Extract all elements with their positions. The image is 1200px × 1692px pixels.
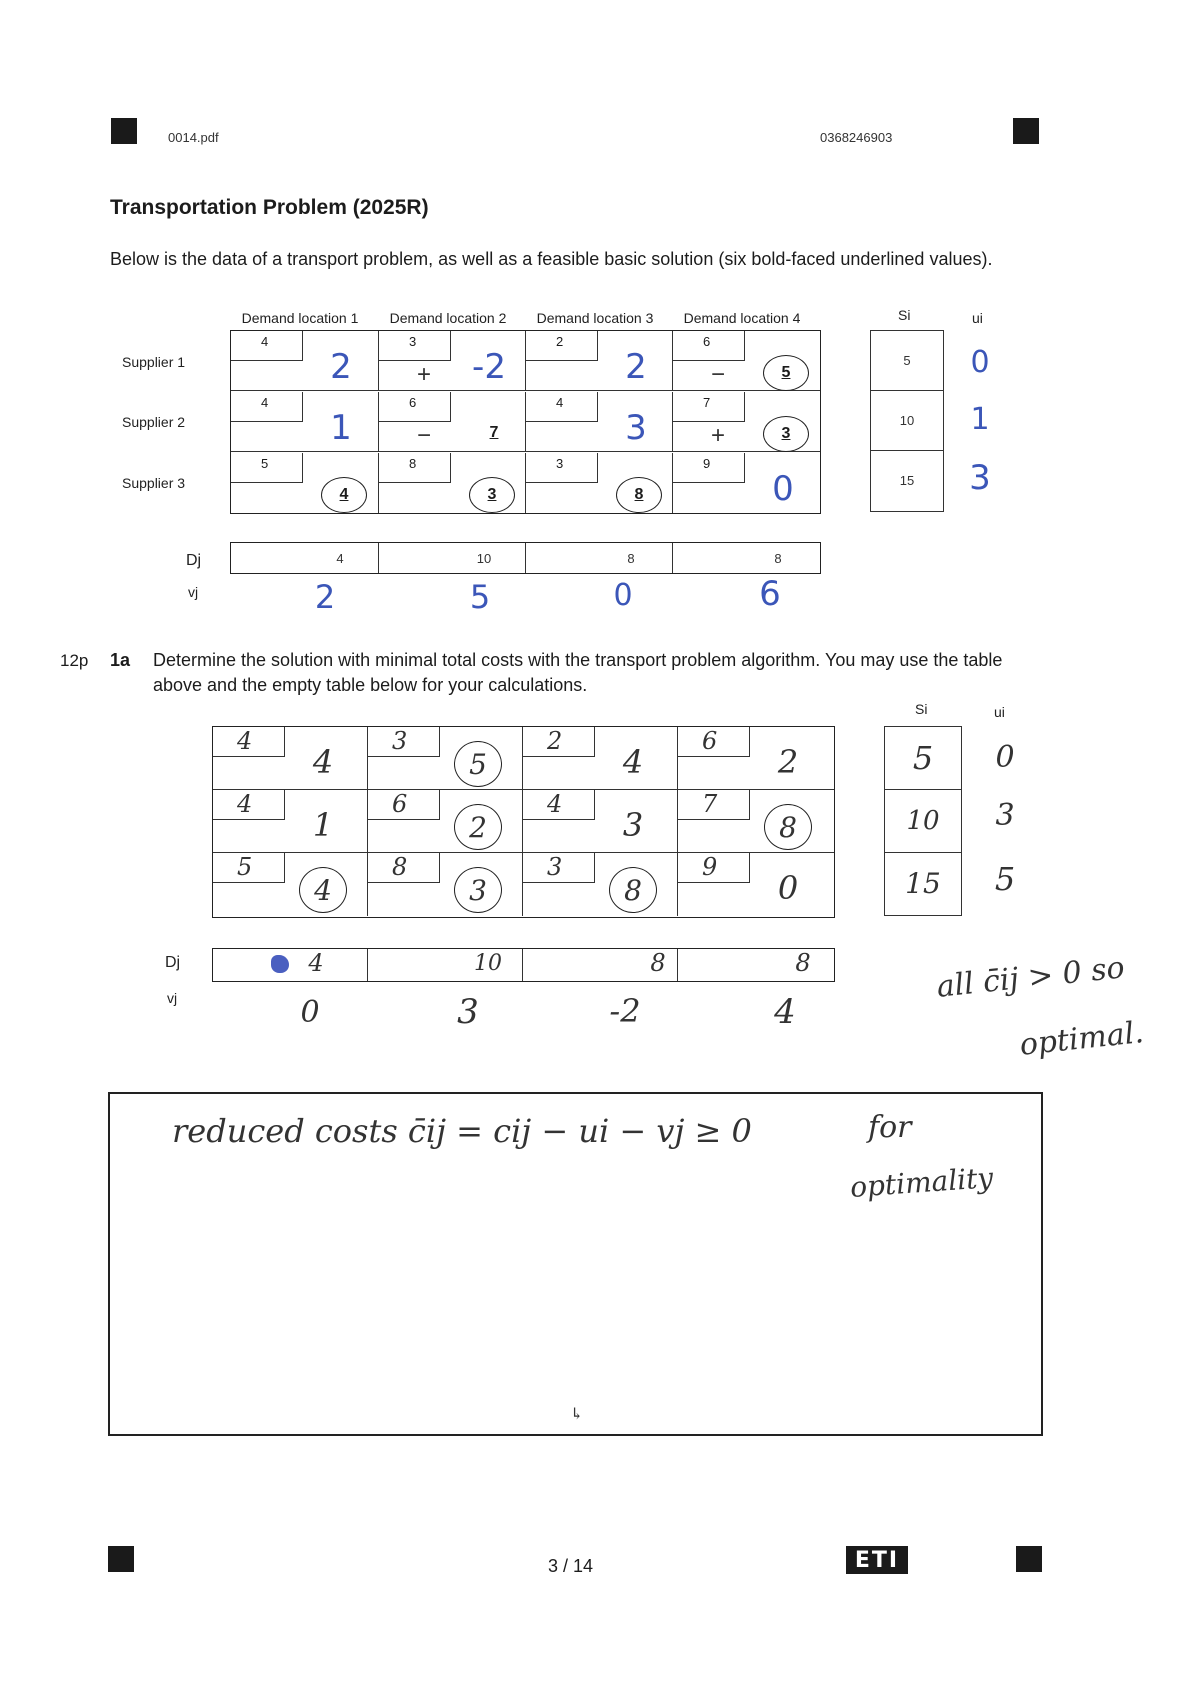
- ui-header: ui: [972, 310, 983, 326]
- t2-cell-1-1: [213, 727, 368, 790]
- dj-label: Dj: [186, 552, 202, 569]
- demand-3: 8: [627, 551, 635, 566]
- u-value-1: 0: [970, 345, 990, 380]
- supply-1: 5: [903, 353, 911, 368]
- answer-stray-mark: ↳: [570, 1404, 584, 1423]
- table2-grid: [212, 726, 835, 918]
- t1-cell-1-3: [526, 331, 673, 391]
- t1-cell-2-2: [379, 392, 526, 452]
- t2-cost-1-2: 3: [368, 727, 440, 757]
- t2-value-1-2: 5: [454, 741, 502, 787]
- t2-cell-2-1: [213, 790, 368, 853]
- v2-value-2: 3: [457, 992, 479, 1032]
- optimal-note-line1: all c̄ij > 0 so: [935, 950, 1127, 1005]
- t2-cost-2-2: 6: [368, 790, 440, 820]
- t2-cell-3-4: [678, 853, 834, 916]
- t1-cost-3-2: 8: [379, 453, 451, 483]
- t1-cost-1-4: 6: [673, 331, 745, 361]
- t2-cost-2-1: 4: [213, 790, 285, 820]
- t2-cost-1-1: 4: [213, 727, 285, 757]
- t1-cost-1-3: 2: [526, 331, 598, 361]
- t2-cell-1-3: [523, 727, 678, 790]
- t1-value-3-3: 8: [616, 477, 662, 513]
- t1-cost-1-1: 4: [231, 331, 303, 361]
- t2-cost-1-3: 2: [523, 727, 595, 757]
- t2-value-3-1: 4: [299, 867, 347, 913]
- t2-cell-1-2: [368, 727, 523, 790]
- t1-cell-2-3: [526, 392, 673, 452]
- t2-cell-3-2: [368, 853, 523, 916]
- u2-value-1: 0: [995, 740, 1015, 775]
- t2-cell-1-4: [678, 727, 834, 790]
- table1-grid: [230, 330, 821, 514]
- t1-value-2-4: 3: [763, 416, 809, 452]
- supply-3: 15: [899, 473, 915, 488]
- t2-value-1-1: 4: [312, 743, 334, 781]
- t1-cell-1-1: [231, 331, 379, 391]
- t1-cell-1-2: [379, 331, 526, 391]
- t2-value-1-4: 2: [777, 743, 799, 781]
- t1-cell-3-2: [379, 453, 526, 513]
- t1-cell-1-4: [673, 331, 820, 391]
- document-id: 0368246903: [820, 130, 893, 145]
- t1-value-3-2: 3: [469, 477, 515, 513]
- ui-header-2: ui: [994, 704, 1005, 720]
- t2-value-1-3: 4: [622, 743, 644, 781]
- registration-marker-top-right: [1013, 118, 1039, 144]
- t2-value-2-3: 3: [622, 806, 644, 844]
- t1-value-1-2: -2: [472, 347, 506, 387]
- registration-marker-bottom-left: [108, 1546, 134, 1572]
- t2-cost-3-3: 3: [523, 853, 595, 883]
- supply2-2: 10: [906, 806, 940, 836]
- t1-cost-3-3: 3: [526, 453, 598, 483]
- demand2-2: 10: [474, 951, 502, 976]
- answer-line1: reduced costs c̄ij = cij − ui − vj ≥ 0: [172, 1112, 752, 1150]
- t1-sign-2-2: −: [416, 422, 431, 449]
- t1-cell-3-4: [673, 453, 820, 513]
- t2-value-3-4: 0: [777, 869, 799, 907]
- registration-marker-bottom-right: [1016, 1546, 1042, 1572]
- v2-value-1: 0: [300, 995, 320, 1030]
- supply-2: 10: [899, 413, 915, 428]
- file-name: 0014.pdf: [168, 130, 219, 145]
- t1-cell-3-1: [231, 453, 379, 513]
- t2-cost-3-4: 9: [678, 853, 750, 883]
- ink-blot: [271, 955, 289, 973]
- t2-cell-2-2: [368, 790, 523, 853]
- answer-box: [108, 1092, 1043, 1436]
- demand-header-1: Demand location 1: [241, 310, 359, 326]
- v2-value-4: 4: [774, 992, 796, 1032]
- t2-cell-2-4: [678, 790, 834, 853]
- supplier-label-1: Supplier 1: [122, 354, 186, 370]
- dj-label-2: Dj: [165, 954, 181, 971]
- supply2-3: 15: [905, 867, 941, 900]
- t1-cost-3-4: 9: [673, 453, 745, 483]
- demand-header-4: Demand location 4: [683, 310, 801, 326]
- registration-marker-top-left: [111, 118, 137, 144]
- u-value-2: 1: [970, 402, 990, 437]
- t1-cost-1-2: 3: [379, 331, 451, 361]
- t1-value-1-1: 2: [330, 347, 352, 387]
- page-title: Transportation Problem (2025R): [110, 196, 429, 219]
- v-value-4: 6: [759, 574, 781, 614]
- t2-cell-2-3: [523, 790, 678, 853]
- supply2-1: 5: [912, 739, 934, 777]
- t2-cost-2-3: 4: [523, 790, 595, 820]
- v-value-1: 2: [314, 578, 336, 616]
- u2-value-3: 5: [994, 860, 1016, 898]
- t1-cost-3-1: 5: [231, 453, 303, 483]
- demand-4: 8: [774, 551, 782, 566]
- demand2-3: 8: [650, 949, 666, 977]
- t2-cost-3-2: 8: [368, 853, 440, 883]
- t2-cell-3-1: [213, 853, 368, 916]
- t1-cell-2-4: [673, 392, 820, 452]
- answer-note-for: for: [868, 1110, 912, 1145]
- t2-value-3-2: 3: [454, 867, 502, 913]
- t1-value-2-2: 7: [489, 424, 499, 441]
- si-header: Si: [898, 307, 911, 323]
- demand-header-2: Demand location 2: [389, 310, 507, 326]
- table2-demand-row: [212, 948, 835, 982]
- t1-cost-2-1: 4: [231, 392, 303, 422]
- t1-sign-1-2: +: [416, 361, 431, 388]
- question-number: 1a: [110, 650, 131, 670]
- eti-logo-text: ETI: [854, 1547, 900, 1573]
- question-text: Determine the solution with minimal total costs with the transport problem algorithm. You may use the table above and the empty table below for your calculations.: [153, 650, 1003, 695]
- t1-cost-2-3: 4: [526, 392, 598, 422]
- vj-label: vj: [188, 584, 199, 600]
- optimal-note-line2: optimal.: [1018, 1014, 1146, 1063]
- t1-cell-3-3: [526, 453, 673, 513]
- t1-value-2-3: 3: [625, 408, 647, 448]
- t2-cost-2-4: 7: [678, 790, 750, 820]
- answer-note-optimality: optimality: [849, 1161, 995, 1204]
- demand2-4: 8: [795, 949, 811, 977]
- v2-value-3: -2: [609, 992, 641, 1030]
- question-points: 12p: [60, 651, 89, 670]
- intro-text: Below is the data of a transport problem, as well as a feasible basic solution (six bold-faced underlined values).: [110, 249, 993, 269]
- t2-value-2-4: 8: [764, 804, 812, 850]
- t1-value-1-3: 2: [625, 347, 647, 387]
- page-number: 3 / 14: [548, 1556, 594, 1576]
- u2-value-2: 3: [995, 798, 1015, 833]
- t1-cost-2-2: 6: [379, 392, 451, 422]
- v-value-3: 0: [613, 578, 633, 613]
- t1-value-3-1: 4: [321, 477, 367, 513]
- t2-cost-1-4: 6: [678, 727, 750, 757]
- t2-value-2-2: 2: [454, 804, 502, 850]
- t2-cost-3-1: 5: [213, 853, 285, 883]
- t1-value-3-4: 0: [772, 469, 794, 509]
- supplier-label-3: Supplier 3: [122, 475, 186, 491]
- demand-header-3: Demand location 3: [536, 310, 654, 326]
- t1-value-2-1: 1: [330, 408, 352, 448]
- demand2-1: 4: [308, 949, 324, 977]
- t2-value-3-3: 8: [609, 867, 657, 913]
- t1-sign-2-4: +: [710, 422, 725, 449]
- t2-value-2-1: 1: [312, 806, 334, 844]
- t1-sign-1-4: −: [710, 361, 725, 388]
- supply-box: [870, 330, 944, 512]
- t1-cell-2-1: [231, 392, 379, 452]
- supplier-label-2: Supplier 2: [122, 414, 186, 430]
- table1-demand-row: [230, 542, 821, 574]
- demand-2: 10: [476, 551, 492, 566]
- t2-cell-3-3: [523, 853, 678, 916]
- v-value-2: 5: [469, 578, 491, 616]
- vj-label-2: vj: [167, 990, 178, 1006]
- supply-box-2: [884, 726, 962, 916]
- u-value-3: 3: [969, 458, 991, 498]
- eti-logo: [846, 1546, 908, 1574]
- t1-cost-2-4: 7: [673, 392, 745, 422]
- si-header-2: Si: [915, 701, 928, 717]
- t1-value-1-4: 5: [763, 355, 809, 391]
- demand-1: 4: [336, 551, 344, 566]
